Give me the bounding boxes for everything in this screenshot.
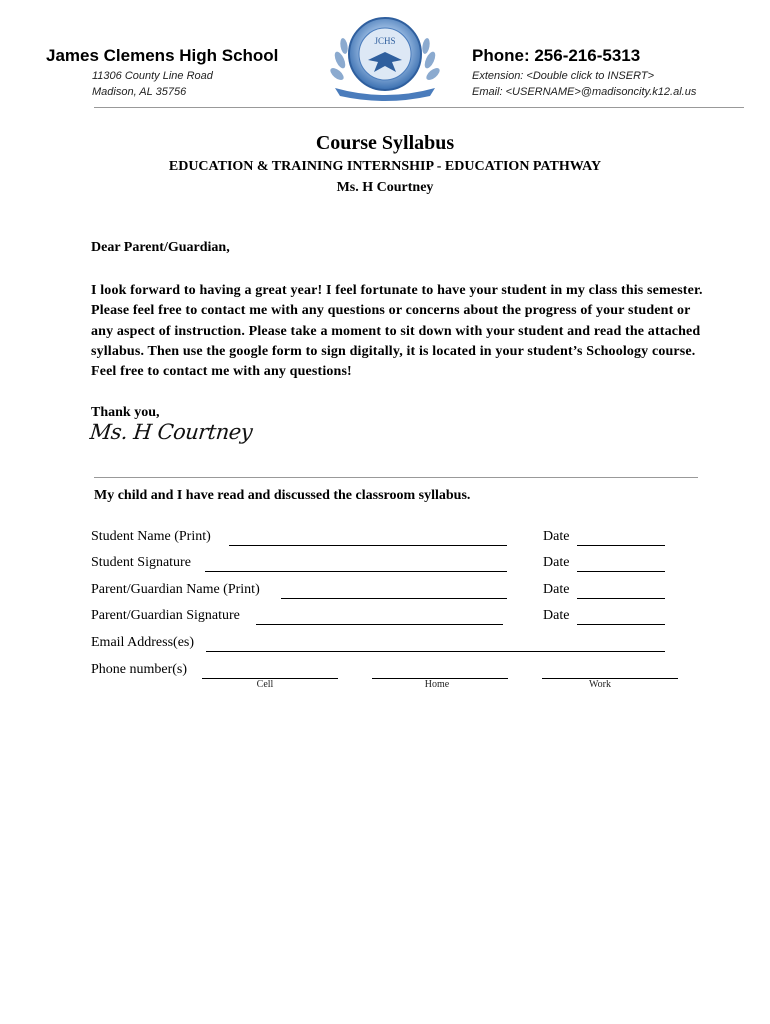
section-divider	[94, 477, 698, 478]
student-name-label: Student Name (Print)	[91, 529, 211, 544]
date-label-4: Date	[543, 608, 570, 623]
student-name-field[interactable]	[229, 545, 507, 546]
student-signature-date-field[interactable]	[577, 571, 665, 572]
course-name: EDUCATION & TRAINING INTERNSHIP - EDUCATION PATHWAY	[168, 159, 602, 174]
logo-text: JCHS	[374, 36, 396, 46]
student-signature-field[interactable]	[205, 571, 507, 572]
school-name: James Clemens High School	[46, 46, 279, 65]
student-signature-label: Student Signature	[91, 555, 191, 570]
parent-name-field[interactable]	[281, 598, 507, 599]
salutation: Dear Parent/Guardian,	[91, 240, 230, 255]
email: Email: <USERNAME>@madisoncity.k12.al.us	[472, 86, 697, 98]
closing: Thank you,	[91, 405, 160, 420]
phone-work-caption: Work	[589, 679, 611, 690]
extension: Extension: <Double click to INSERT>	[472, 70, 654, 82]
email-label: Email Address(es)	[91, 635, 195, 650]
phone-number: Phone: 256-216-5313	[472, 46, 641, 65]
parent-signature-label: Parent/Guardian Signature	[91, 608, 240, 623]
letter-body: I look forward to having a great year! I feel fortunate to have your student in my class this semester. Please feel free to contact me with any questions or concerns about the progress of your student or any aspect of instruction. Please take a moment to sit down with your student and read the attached syllabus. Then use the google form to sign digitally, it is located in your student’s Schoology course. Feel free to contact me with any questions!	[91, 283, 703, 380]
date-label-1: Date	[543, 529, 570, 544]
parent-signature-field[interactable]	[256, 624, 503, 625]
phone-home-caption: Home	[424, 679, 450, 690]
school-logo	[330, 10, 440, 102]
phone-label: Phone number(s)	[91, 662, 188, 677]
date-label-3: Date	[543, 582, 570, 597]
phone-cell-caption: Cell	[256, 679, 274, 690]
parent-name-date-field[interactable]	[577, 598, 665, 599]
parent-name-label: Parent/Guardian Name (Print)	[91, 582, 260, 597]
address-line-1: 11306 County Line Road	[92, 70, 213, 82]
student-name-date-field[interactable]	[577, 545, 665, 546]
teacher-name: Ms. H Courtney	[336, 180, 434, 195]
parent-signature-date-field[interactable]	[577, 624, 665, 625]
document-title: Course Syllabus	[315, 132, 455, 154]
address-line-2: Madison, AL 35756	[92, 86, 187, 98]
teacher-signature: Ms. H Courtney	[88, 420, 254, 444]
header-divider	[94, 107, 744, 108]
acknowledgement: My child and I have read and discussed the classroom syllabus.	[94, 488, 471, 503]
date-label-2: Date	[543, 555, 570, 570]
email-field[interactable]	[206, 651, 665, 652]
